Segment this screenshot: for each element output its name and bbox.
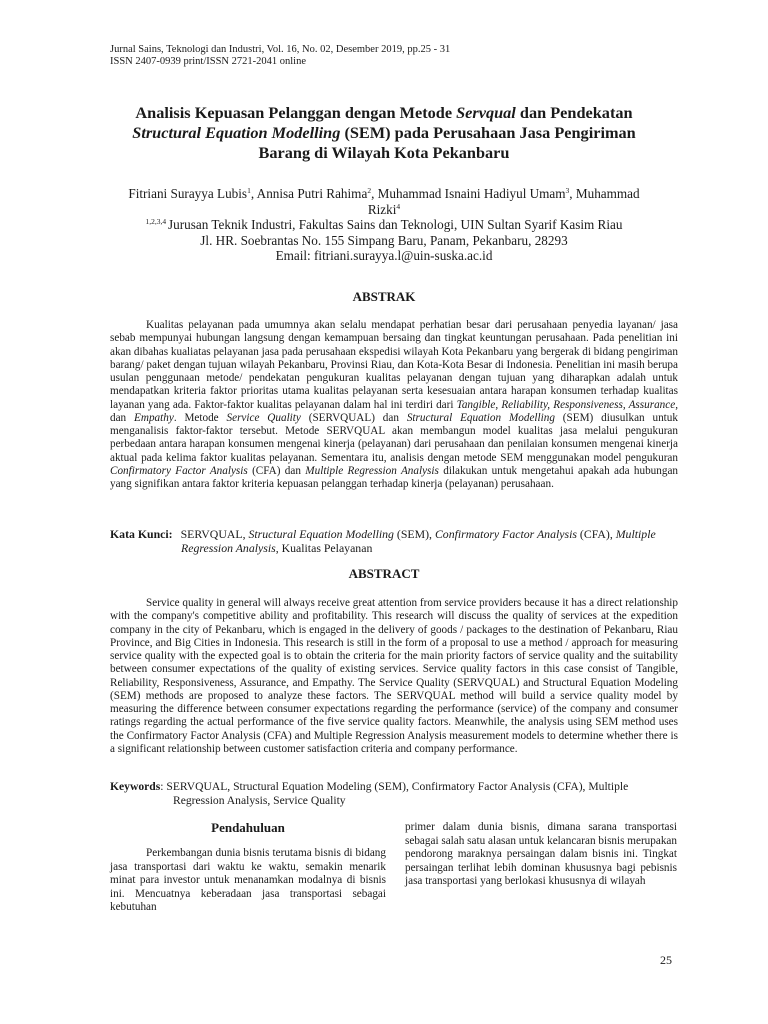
title-italic-text: Structural Equation Modelling <box>132 123 341 142</box>
journal-issn: ISSN 2407-0939 print/ISSN 2721-2041 online <box>110 56 307 67</box>
title-text: Barang di Wilayah Kota Pekanbaru <box>258 143 510 162</box>
abstrak-paragraph: Kualitas pelayanan pada umumnya akan selalu mendapat perhatian besar dari perusahaan penyedia layanan/ jasa sebab mempunyai hubungan langsung dengan kemampuan bersaing dan tingkat keuntungan perusahaan. Pada penelitian ini akan dibahas kualiatas pelayanan jasa pada perusahaan ekspedisi wilayah Kota Pekanbaru yang bergerak di bidang pengiriman barang/ paket dengan tujuan wilayah Pekanbaru, Provinsi Riau, dan Kota-Kota Besar di Indonesia. Penelitian ini masih berupa usulan penggunaan metode/ pendekatan pengukuran kualitas pelayanan dengan tujuan yang diharapkan adalah untuk mendapatkan kriteria faktor prioritas utama kualitas pelayanan serta kesesuaian antara harapan konsumen terhadap kualitas layanan yang ada. Faktor-faktor kualitas pelayanan dalam hal ini terdiri dari Tangible, Reliability, Responsiveness, Assurance, dan Empathy. Metode Service Quality (SERVQUAL) dan Structural Equation Modelling (SEM) diusulkan untuk menganalisis faktor-faktor tersebut. Metode SERVQUAL akan membangun model kualitas jasa melalui pengukuran perbedaan antara harapan konsumen mengenai kinerja (pelayanan) dari perusahaan dan penilaian konsumen mengenai kinerja aktual pada kelima faktor kualitas pelayanan. Sementara itu, analisis dengan metode SEM menggunakan model pengukuran Confirmatory Factor Analysis (CFA) dan Multiple Regression Analysis dilakukan untuk mengetahui apakah ada hubungan yang signifikan antara faktor kriteria kepuasan pelanggan terhadap kinerja (pelayanan) perusahaan. <box>110 319 679 490</box>
abstract-heading: ABSTRACT <box>348 566 420 581</box>
kata-kunci-label: Kata Kunci: <box>110 527 173 541</box>
paper-title <box>100 103 668 163</box>
keywords-text-cont: Regression Analysis, Service Quality <box>173 794 346 807</box>
journal-header <box>110 44 450 68</box>
journal-citation: Jurnal Sains, Teknologi dan Industri, Vol. 16, No. 02, Desember 2019, pp.25 - 31 <box>110 44 451 55</box>
address: Jl. HR. Soebrantas No. 155 Simpang Baru, Panam, Pekanbaru, 28293 <box>200 232 568 248</box>
affiliation: $^{1,2,3,4}$ Jurusan Teknik Industri, Fakultas Sains dan Teknologi, UIN Sultan Syarif Kasim Riau <box>145 217 623 232</box>
pendahuluan-left-paragraph: Perkembangan dunia bisnis terutama bisnis di bidang jasa transportasi dari waktu ke waktu, semakin menarik minat para investor untuk menanamkan modalnya di bisnis ini. Mencuatnya keberadaan jasa transportasi sebagai kebutuhan <box>110 847 386 914</box>
kata-kunci-text: SERVQUAL, Structural Equation Modelling (SEM), Confirmatory Factor Analysis (CFA), Multiple <box>180 527 656 541</box>
abstract-paragraph: Service quality in general will always receive great attention from service providers because it has a direct relationship with the company's competitive ability and profitability. This research will discuss the quality of services at the expedition company in the city of Pekanbaru, which is engaged in the delivery of goods / packages to the destination of Pekanbaru, Riau Province, and Big Cities in Indonesia. This research is still in the form of a proposal to use a method / approach for measuring service quality with the expected goal is to obtain the criteria for the main priority factors of service quality and the suitability between consumer expectations of the quality of existing services. Service quality factors in this case consist of Tangible, Reliability, Responsiveness, Assurance, and Empathy. The Service Quality (SERVQUAL) and Structural Equation Modeling (SEM) methods are proposed to analyze these factors. The SERVQUAL method will build a service quality model by measuring the difference between consumer expectations regarding the performance (service) of the company and consumer ratings regarding the actual performance of the five service quality factors. Meanwhile, the analysis using SEM method uses the Confirmatory Factor Analysis (CFA) and Multiple Regression Analysis measurement models to determine whether there is a significant relationship between customer satisfaction criteria and company performance. <box>110 597 678 755</box>
keywords <box>110 780 678 808</box>
kata-kunci <box>110 527 678 555</box>
title-italic-text: Servqual <box>456 103 516 122</box>
keywords-text: : SERVQUAL, Structural Equation Modeling (SEM), Confirmatory Factor Analysis (CFA), Multiple <box>160 780 629 793</box>
email: Email: fitriani.surayya.l@uin-suska.ac.id <box>275 248 493 263</box>
title-text: dan Pendekatan <box>515 103 633 122</box>
author-list: Fitriani Surayya Lubis$^1$, Annisa Putri Rahima$^2$, Muhammad Isnaini Hadiyul Umam$^3$, Muhammad <box>128 186 640 201</box>
left-column <box>110 820 386 915</box>
author-block <box>110 186 658 264</box>
author-list-cont: Rizki$^4$ <box>367 201 401 217</box>
title-text: Analisis Kepuasan Pelanggan dengan Metode <box>135 103 457 122</box>
keywords-label: Keywords <box>110 780 161 793</box>
abstrak-heading: ABSTRAK <box>352 289 416 304</box>
page-number: 25 <box>660 953 672 967</box>
kata-kunci-text-cont: Regression Analysis, Kualitas Pelayanan <box>181 541 373 555</box>
pendahuluan-heading: Pendahuluan <box>211 820 285 835</box>
title-text: (SEM) pada Perusahaan Jasa Pengiriman <box>340 123 636 142</box>
pendahuluan-right-paragraph: primer dalam dunia bisnis, dimana sarana transportasi sebagai salah satu alasan untuk kelancaran bisnis merupakan pendorong maraknya persaingan dalam bisnis ini. Tingkat persaingan terlihat lebih dominan khususnya bagi pebisnis jasa transportasi yang berlokasi khususnya di wilayah <box>405 821 677 888</box>
